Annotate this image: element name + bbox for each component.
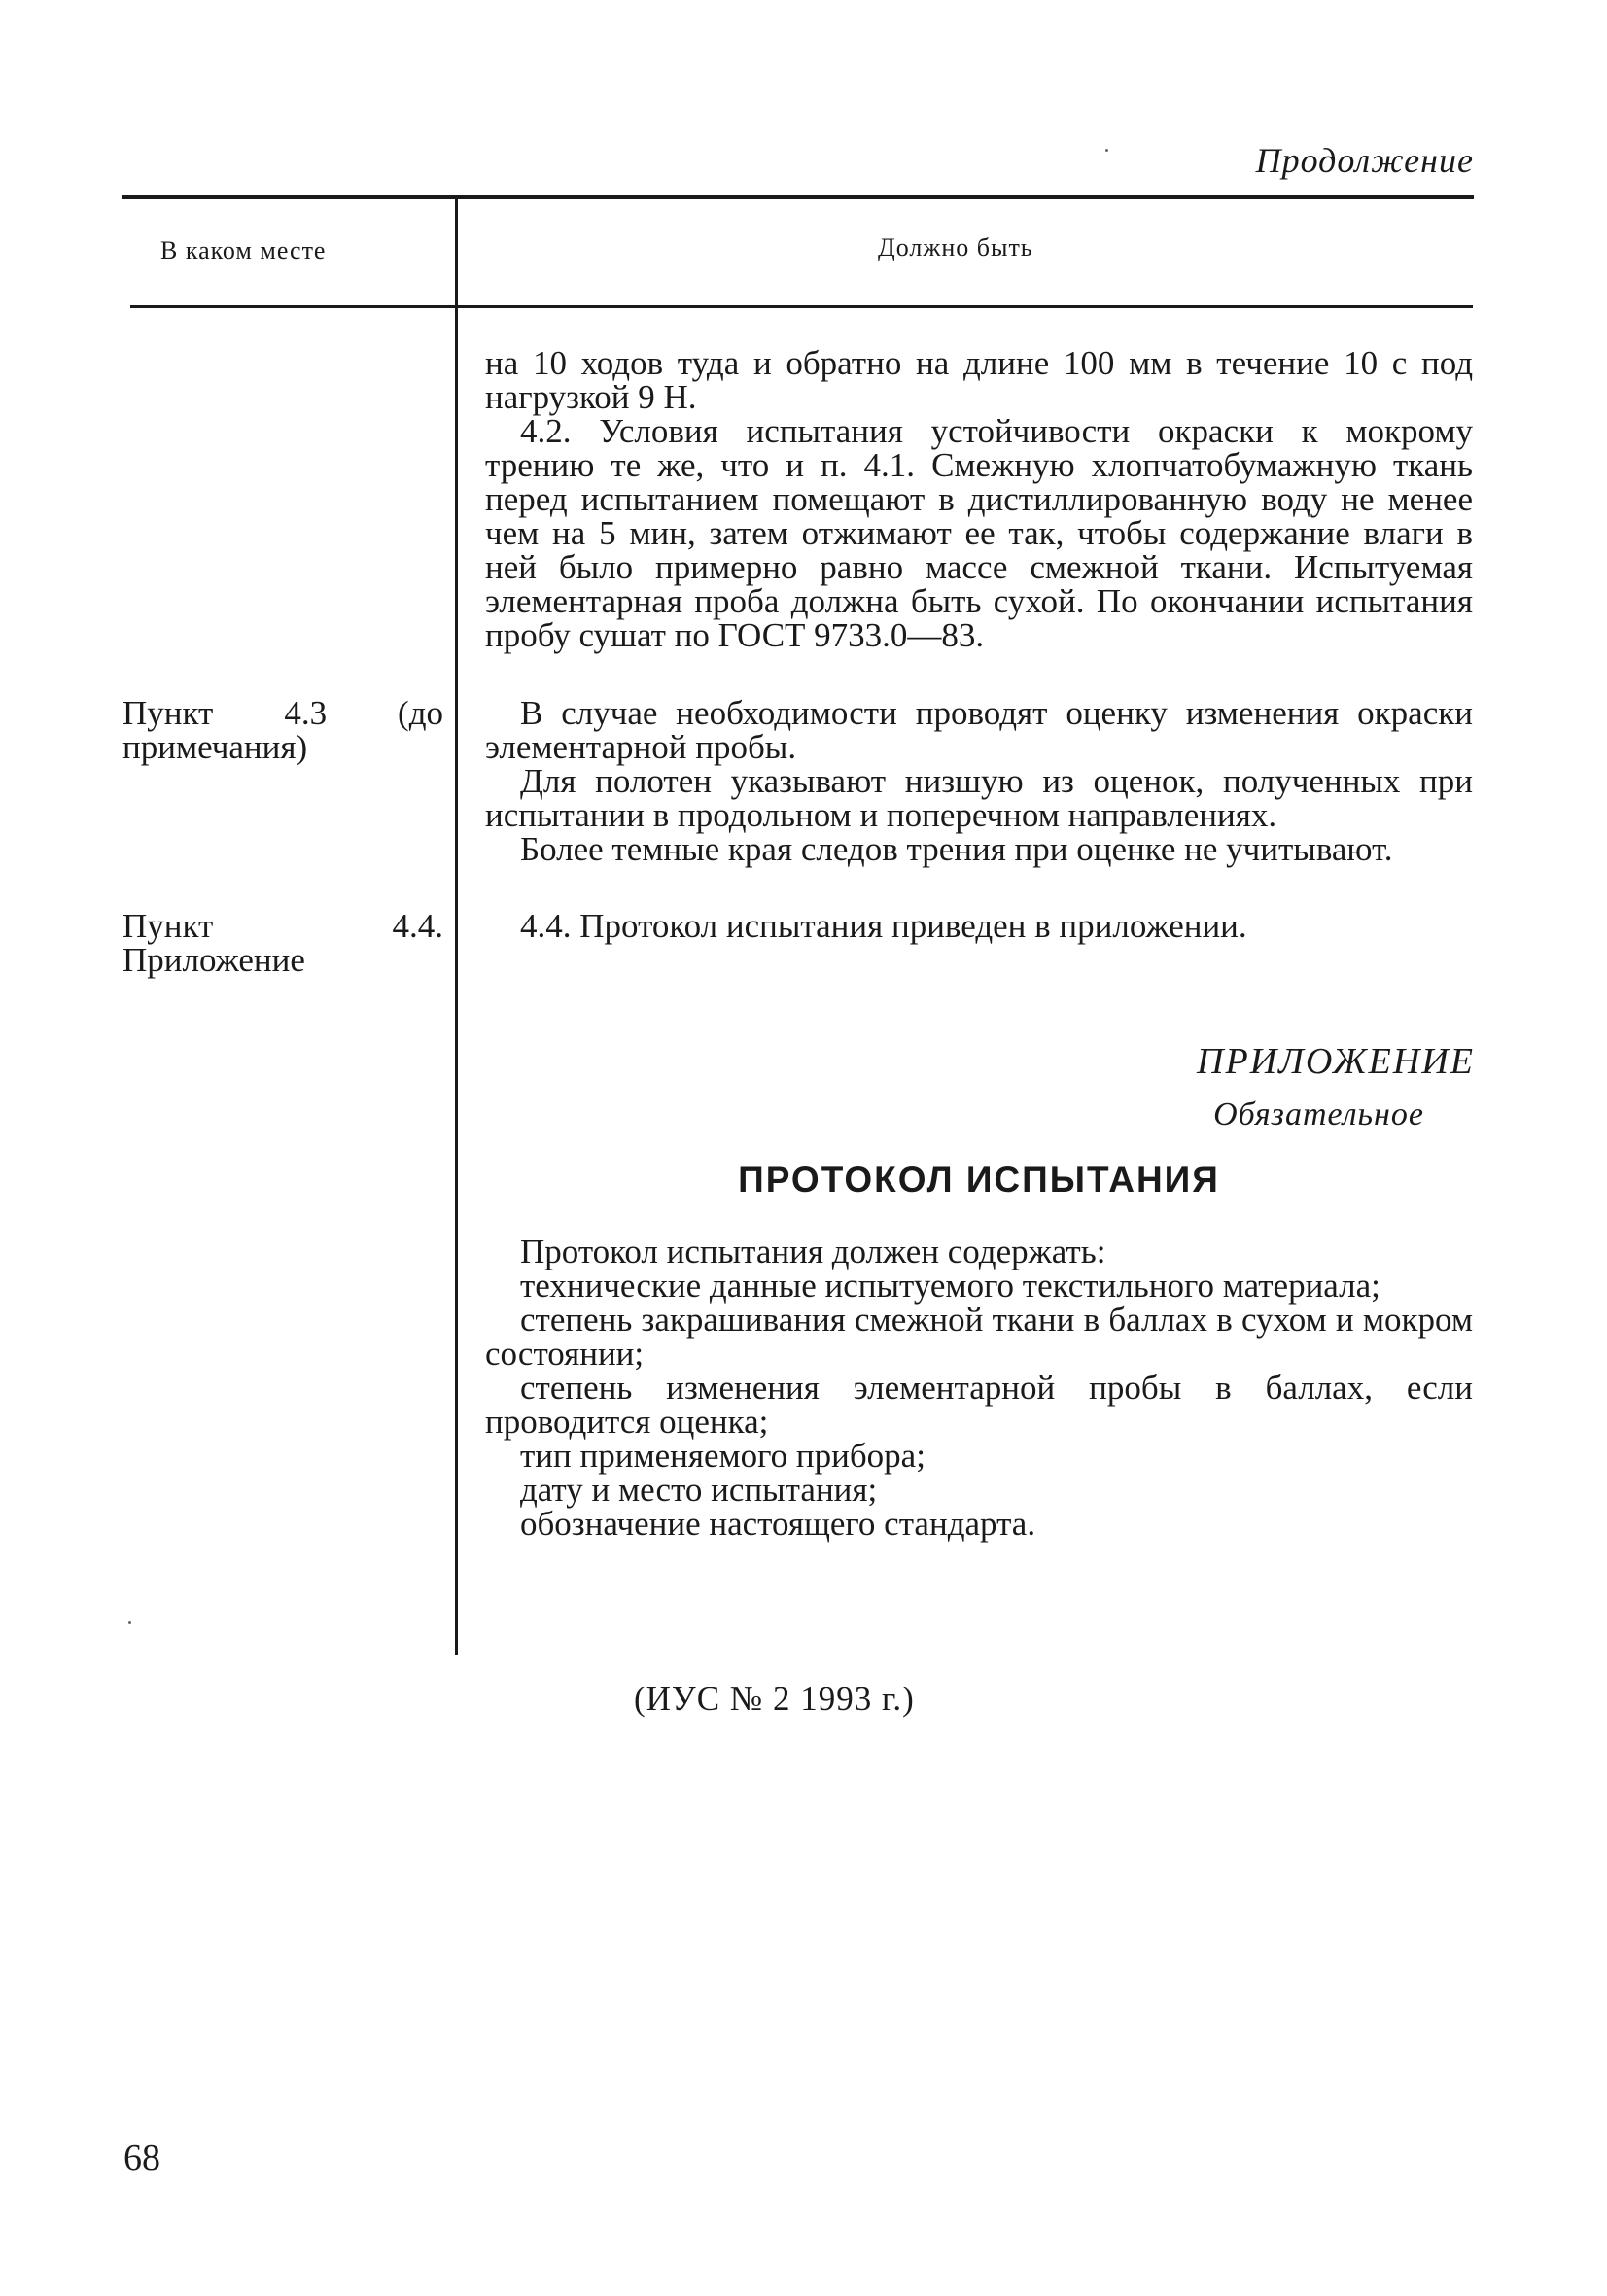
appendix-item-3: степень изменения элементарной пробы в баллах, если проводится оценка; — [485, 1369, 1473, 1441]
body-paragraph-5: Более темные края следов трения при оценке не учитывают. — [520, 830, 1393, 868]
continuation-label: Продолжение — [1255, 141, 1474, 180]
header-column-divider — [455, 197, 458, 305]
right-text-block-2 — [485, 696, 1473, 866]
column-header-where: В каком месте — [160, 236, 327, 264]
protocol-heading: ПРОТОКОЛ ИСПЫТАНИЯ — [738, 1160, 1220, 1200]
table-top-rule — [122, 195, 1474, 199]
column-header-should-be: Должно быть — [878, 233, 1033, 261]
left-item-4-3: Пункт 4.3 (до примечания) — [122, 694, 443, 766]
appendix-list — [485, 1235, 1473, 1541]
appendix-item-5: дату и место испытания; — [520, 1471, 878, 1509]
appendix-item-2: степень закрашивания смежной ткани в баллах в сухом и мокром состоянии; — [485, 1301, 1473, 1373]
body-paragraph-2: 4.2. Условия испытания устойчивости окраски к мокрому трению те же, что и п. 4.1. Смежную хлопчатобумажную ткань перед испытанием помещают в дистиллированную воду не менее чем на 5 мин, затем отжимают ее так, чтобы содержание влаги в ней было примерно равно массе смежной ткани. Испытуемая элементарная проба должна быть сухой. По окончании испытания пробу сушат по ГОСТ 9733.0—83. — [485, 412, 1473, 654]
appendix-title: ПРИЛОЖЕНИЕ — [1197, 1041, 1475, 1082]
appendix-item-1: технические данные испытуемого текстильного материала; — [520, 1267, 1380, 1305]
body-paragraph-3: В случае необходимости проводят оценку изменения окраски элементарной пробы. — [485, 694, 1473, 766]
table-header-rule — [130, 305, 1473, 308]
appendix-item-6: обозначение настоящего стандарта. — [520, 1505, 1036, 1543]
page-number: 68 — [123, 2138, 160, 2178]
scan-speck — [1105, 149, 1108, 152]
right-text-block-1 — [485, 346, 1473, 652]
body-paragraph-6: 4.4. Протокол испытания приведен в приложении. — [520, 907, 1247, 945]
appendix-item-4: тип применяемого прибора; — [520, 1437, 926, 1475]
appendix-subtitle: Обязательное — [1213, 1096, 1424, 1132]
appendix-intro: Протокол испытания должен содержать: — [520, 1233, 1106, 1270]
ius-reference: (ИУС № 2 1993 г.) — [634, 1680, 915, 1718]
scan-speck — [128, 1621, 131, 1624]
body-paragraph-4: Для полотен указывают низшую из оценок, полученных при испытании в продольном и поперечном направлениях. — [485, 762, 1473, 834]
body-paragraph-1: на 10 ходов туда и обратно на длине 100 мм в течение 10 с под нагрузкой 9 Н. — [485, 344, 1473, 416]
right-text-block-3 — [485, 909, 1473, 943]
left-item-4-4: Пункт 4.4. Приложение — [122, 907, 443, 979]
body-column-divider — [455, 308, 458, 1655]
